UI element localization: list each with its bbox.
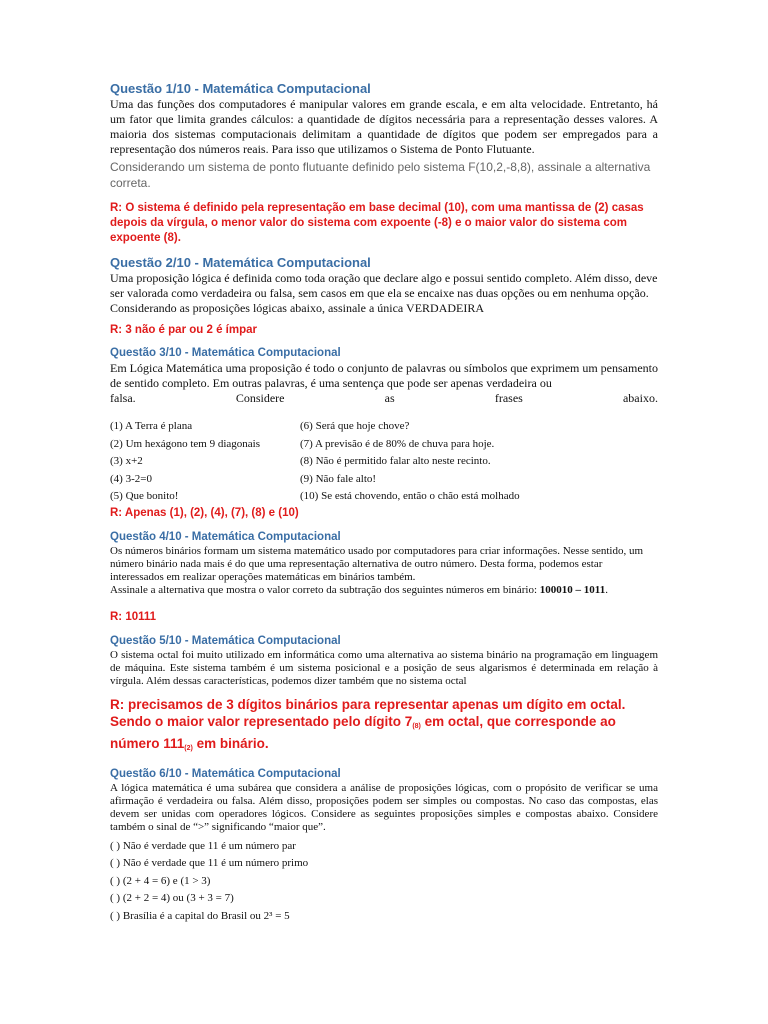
subscript: (8): [412, 722, 421, 730]
proposition: (9) Não fale alto!: [300, 472, 377, 485]
question-6-items: [110, 838, 658, 926]
answer-part: R: precisamos de 3 dígitos binários para representar apenas um dígito em octal. Sendo o maior valor representado pelo dígito 7: [110, 696, 626, 729]
proposition: (3) x+2: [110, 455, 143, 467]
question-5-answer: [110, 696, 658, 757]
word: frases: [494, 391, 523, 405]
proposition: ( ) Não é verdade que 11 é um número primo: [110, 857, 309, 869]
subscript: (2): [184, 744, 193, 752]
question-2-text: Uma proposição lógica é definida como toda oração que declare algo e possui sentido completo. Além disso, deve ser valorada como verdadeira ou falsa, sem casos em que ela se encaixe nas duas opções ou em nenhuma opção.: [110, 271, 658, 300]
question-4-answer: R: 10111: [110, 610, 157, 623]
question-2-prompt: Considerando as proposições lógicas abaixo, assinale a única VERDADEIRA: [110, 301, 485, 315]
question-4-prompt: [110, 584, 658, 597]
question-3-last-line: [110, 391, 658, 406]
proposition: (4) 3-2=0: [110, 472, 152, 485]
proposition: (7) A previsão é de 80% de chuva para hoje.: [300, 437, 495, 450]
question-5-title: Questão 5/10 - Matemática Computacional: [110, 634, 341, 647]
proposition: ( ) (2 + 2 = 4) ou (3 + 3 = 7): [110, 892, 234, 904]
question-2-answer: R: 3 não é par ou 2 é ímpar: [110, 324, 257, 336]
question-4-operation: 100010 – 1011: [539, 583, 606, 596]
document-page: [110, 80, 658, 925]
proposition: (8) Não é permitido falar alto neste recinto.: [300, 455, 491, 467]
question-1-prompt: Considerando um sistema de ponto flutuante definido pelo sistema F(10,2,-8,8), assinale a alternativa correta.: [110, 160, 651, 190]
question-4-title: Questão 4/10 - Matemática Computacional: [110, 530, 341, 543]
proposition: (6) Será que hoje chove?: [300, 420, 410, 432]
question-1-answer: R: O sistema é definido pela representação em base decimal (10), com uma mantissa de (2) casas depois da vírgula, o menor valor do sistema com expoente (-8) e o maior valor do sistema com expoente (8).: [110, 202, 644, 244]
answer-part: em binário.: [192, 735, 269, 751]
word: falsa.: [110, 391, 136, 405]
question-2-title: Questão 2/10 - Matemática Computacional: [110, 255, 371, 270]
question-1-text: Uma das funções dos computadores é manipular valores em grande escala, e em alta velocidade. Entretanto, há um fator que limita grandes cálculos: a quantidade de dígitos necessária para a representação desses valores. A maioria dos sistemas computacionais delimitam a quantidade de dígitos que podem ser empregados para a representação dos números reais. Para isso que utilizamos o Sistema de Ponto Flutuante.: [110, 97, 658, 156]
question-1-title: Questão 1/10 - Matemática Computacional: [110, 81, 371, 96]
question-6-text: A lógica matemática é uma subárea que considera a análise de proposições lógicas, com o propósito de verificar se uma afirmação é verdadeira ou falsa. Além disso, proposições podem ser simples ou compostas. No caso das compostas, elas devem ser unidas com operadores lógicos. Considere as seguintes proposições simples e compostas abaixo. Considere também o sinal de “>” significando “maior que”.: [110, 781, 658, 833]
proposition: ( ) (2 + 4 = 6) e (1 > 3): [110, 874, 211, 887]
proposition: ( ) Não é verdade que 11 é um número par: [110, 839, 296, 852]
word: as: [384, 391, 395, 405]
question-5-text: O sistema octal foi muito utilizado em informática como uma alternativa ao sistema binário na programação em linguagem de máquina. Este sistema também é um sistema posicional e a posição de seus algarismos é determinada em relação à vírgula. Além dessas características, podemos dizer também que no sistema octal: [110, 648, 658, 687]
proposition: (10) Se está chovendo, então o chão está molhado: [300, 490, 520, 502]
question-3-answer: R: Apenas (1), (2), (4), (7), (8) e (10): [110, 506, 299, 519]
question-4-text: Os números binários formam um sistema matemático usado por computadores para criar informações. Nesse sentido, um número binário nada mais é do que uma representação alternativa de outro número. Desta forma, podemos estar interessados em realizar operações matemáticas em binários também.: [110, 544, 644, 583]
proposition: (2) Um hexágono tem 9 diagonais: [110, 437, 260, 450]
question-3-text: Em Lógica Matemática uma proposição é todo o conjunto de palavras ou símbolos que exprimem um pensamento de sentido completo. Em outras palavras, é uma sentença que pode ser apenas verdadeira ou: [110, 361, 658, 390]
word: abaixo.: [622, 391, 658, 405]
question-3-propositions: [110, 418, 658, 506]
answer-part: em octal, que corresponde ao número 111: [110, 713, 616, 751]
word: Considere: [235, 391, 285, 405]
proposition: (5) Que bonito!: [110, 490, 179, 502]
proposition: (1) A Terra é plana: [110, 420, 193, 432]
question-4-prompt-text: Assinale a alternativa que mostra o valor correto da subtração dos seguintes números em binário:: [110, 583, 538, 596]
question-4-period: .: [605, 583, 608, 596]
question-3-title: Questão 3/10 - Matemática Computacional: [110, 347, 341, 359]
proposition: ( ) Brasília é a capital do Brasil ou 2³ = 5: [110, 909, 290, 922]
question-6-title: Questão 6/10 - Matemática Computacional: [110, 767, 341, 780]
